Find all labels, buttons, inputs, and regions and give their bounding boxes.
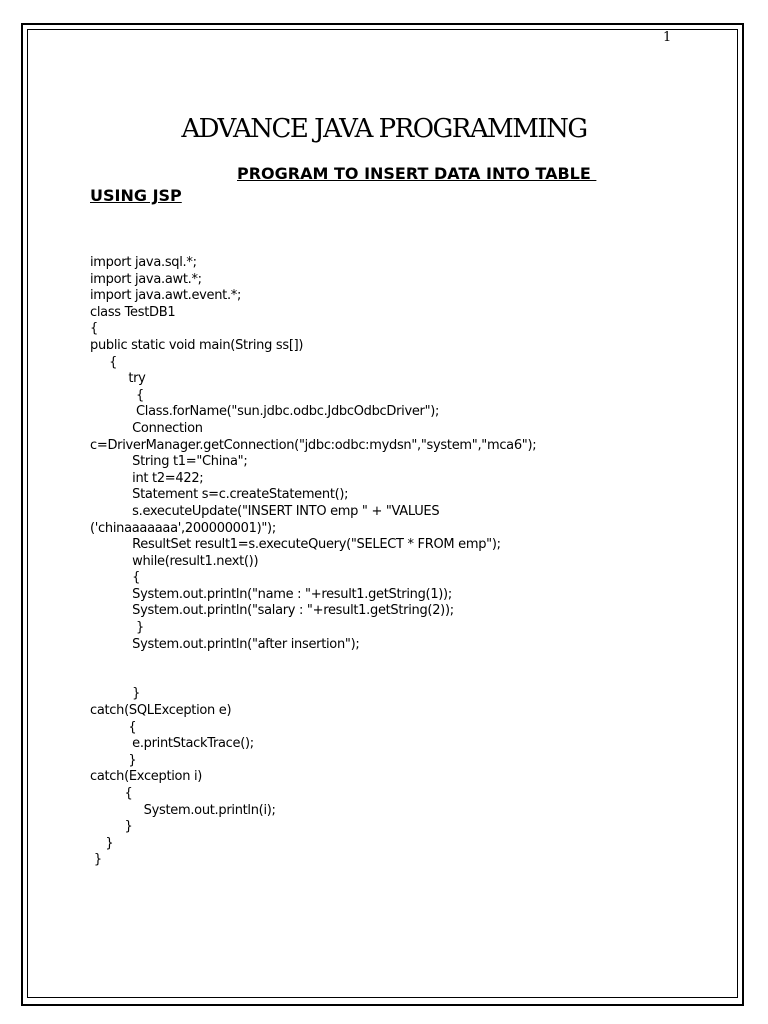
page-number: 1 bbox=[663, 30, 672, 45]
code-line bbox=[90, 653, 710, 670]
code-listing bbox=[90, 255, 710, 869]
code-line: int t2=422; bbox=[90, 470, 204, 486]
code-line bbox=[90, 670, 710, 687]
code-line: ('chinaaaaaaa',200000001)"); bbox=[90, 520, 276, 536]
code-line: catch(Exception i) bbox=[90, 769, 203, 785]
code-line: { bbox=[90, 786, 133, 801]
code-line: class TestDB1 bbox=[90, 304, 176, 320]
code-line: } bbox=[90, 819, 133, 835]
code-line: } bbox=[90, 620, 144, 636]
code-line: s.executeUpdate("INSERT INTO emp " + "VALUES bbox=[90, 503, 440, 519]
code-line: { bbox=[90, 387, 144, 403]
code-line: } bbox=[90, 686, 141, 702]
code-line: try bbox=[90, 371, 146, 387]
code-line: Connection bbox=[90, 420, 203, 436]
code-line: System.out.println(i); bbox=[90, 802, 276, 818]
program-heading-line-1: PROGRAM TO INSERT DATA INTO TABLE bbox=[237, 164, 597, 183]
code-line: System.out.println("salary : "+result1.getString(2)); bbox=[90, 603, 454, 619]
document-title: ADVANCE JAVA PROGRAMMING bbox=[181, 114, 587, 144]
code-line: { bbox=[90, 570, 141, 586]
code-line: System.out.println("name : "+result1.getString(1)); bbox=[90, 586, 452, 602]
code-line: { bbox=[90, 354, 118, 370]
code-line: import java.awt.*; bbox=[90, 271, 202, 287]
code-line: public static void main(String ss[]) bbox=[90, 337, 304, 353]
code-line: { bbox=[90, 321, 98, 337]
code-line: import java.sql.*; bbox=[90, 255, 197, 270]
code-line: Statement s=c.createStatement(); bbox=[90, 487, 349, 503]
code-line: import java.awt.event.*; bbox=[90, 288, 242, 304]
code-line: ResultSet result1=s.executeQuery("SELECT * FROM emp"); bbox=[90, 537, 501, 553]
code-line: c=DriverManager.getConnection("jdbc:odbc:mydsn","system","mca6"); bbox=[90, 437, 537, 453]
code-line: { bbox=[90, 719, 137, 735]
code-line: } bbox=[90, 752, 137, 768]
code-line: } bbox=[90, 852, 102, 868]
code-line: String t1="China"; bbox=[90, 454, 248, 470]
code-line: } bbox=[90, 835, 114, 851]
code-line: while(result1.next()) bbox=[90, 553, 259, 569]
code-line: System.out.println("after insertion"); bbox=[90, 636, 360, 652]
code-line: catch(SQLException e) bbox=[90, 703, 232, 719]
program-heading-line-2: USING JSP bbox=[90, 186, 182, 205]
code-line: Class.forName("sun.jdbc.odbc.JdbcOdbcDriver"); bbox=[90, 404, 440, 420]
code-line: e.printStackTrace(); bbox=[90, 736, 254, 752]
